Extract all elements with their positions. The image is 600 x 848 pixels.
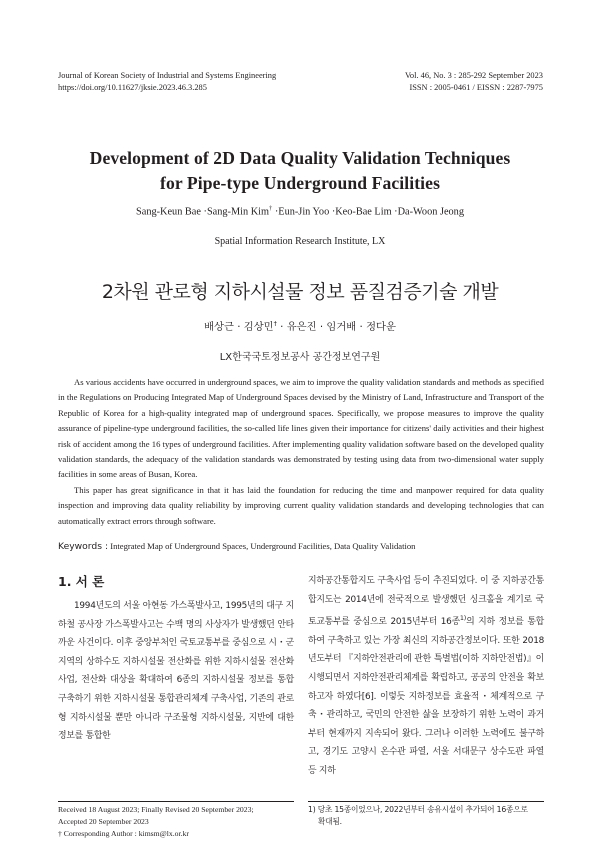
author-name: Keo-Bae Lim — [335, 206, 392, 218]
abstract-paragraph-2: This paper has great significance in that it has laid the foundation for reducing the time and manpower required for data quality inspection and improving data quality reliability by improving current quality validation standards and developing technologies that can automatically extract errors through software. — [58, 484, 544, 526]
running-header-left — [58, 70, 276, 94]
keywords — [58, 541, 544, 552]
author-list-korean — [0, 318, 600, 333]
received-date: Received 18 August 2023; Finally Revised 20 September 2023; — [58, 805, 254, 814]
author-name-korean: 유은진 — [286, 321, 317, 333]
footnote — [308, 804, 544, 828]
body-paragraph — [308, 572, 544, 781]
doi-link[interactable]: https://doi.org/10.11627/jksie.2023.46.3.285 — [58, 83, 207, 92]
author-name-korean: 임거배 — [326, 321, 357, 333]
article-history — [58, 804, 298, 841]
footnote-divider — [58, 801, 294, 802]
author-separator: · — [359, 321, 363, 333]
author-separator: · — [280, 321, 284, 333]
volume-info: Vol. 46, No. 3 : 285-292 September 2023 — [404, 71, 543, 80]
paper-title-line-2: for Pipe-type Underground Facilities — [159, 173, 441, 193]
author-name: Da-Woon Jeong — [397, 206, 464, 218]
abstract — [58, 375, 544, 529]
corresponding-author — [58, 828, 298, 840]
author-name: Sang-Keun Bae — [136, 206, 201, 218]
paper-title-line-1: Development of 2D Data Quality Validation Techniques — [89, 148, 511, 168]
body-text: 지하공간통합지도 구축사업 등이 추진되었다. 이 중 지하공간통합지도는 2014년에 전국적으로 발생했던 싱크홀을 계기로 국토교통부를 중심으로 2015년부터 16종 — [308, 576, 544, 628]
corresponding-author-mark: † — [273, 319, 277, 328]
footnote-reference[interactable]: 1) — [459, 614, 467, 623]
affiliation-korean: LX한국국토정보공사 공간정보연구원 — [219, 352, 381, 363]
paper-title — [0, 146, 600, 196]
author-separator: · — [203, 206, 207, 218]
author-separator: · — [274, 206, 279, 218]
corresponding-author-mark: † — [269, 205, 273, 212]
keywords-text: Integrated Map of Underground Spaces, Underground Facilities, Data Quality Validation — [110, 541, 416, 551]
author-name: Sang-Min Kim — [206, 206, 270, 218]
accepted-date: Accepted 20 September 2023 — [58, 817, 149, 827]
author-separator: · — [394, 206, 398, 218]
author-name-korean: 배상근 — [204, 321, 234, 333]
section-heading: 1. 서 론 — [58, 574, 105, 589]
dagger-icon: † — [58, 829, 62, 839]
issn-info: ISSN : 2005-0461 / EISSN : 2287-7975 — [409, 83, 543, 92]
footnote-text: 당초 15종이었으나, 2022년부터 송유시설이 추가되어 16종으로 — [317, 805, 528, 814]
footnote-divider — [308, 801, 544, 802]
author-name-korean: 김상민 — [243, 321, 274, 333]
author-name-korean: 정다운 — [366, 321, 396, 333]
author-list — [0, 205, 600, 217]
body-column-right — [308, 572, 544, 781]
author-separator: · — [331, 206, 336, 218]
author-separator: · — [319, 321, 324, 333]
footnote-line — [308, 804, 544, 816]
footnote-number: 1) — [308, 805, 316, 814]
body-paragraph: 1994년도의 서울 아현동 가스폭발사고, 1995년의 대구 지하철 공사장 가스폭발사고는 수백 명의 사상자가 발생했던 안타까운 사건이다. 이후 중앙부처인 국토교통부를 중심으로 시・군 지역의 상하수도 지하시설물 전산화를 위한 지하시설물 전산화 사업, 전산화 대상을 확대하여 6종의 지하시설물 정보를 통합 구축하기 위한 지하시설물 통합관리체계 구축사업, 기존의 관로형 지하시설물 뿐만 아니라 구조물형 지하시설물, 지반에 대한 정보를 통합한 — [58, 601, 294, 742]
body-column-left — [58, 597, 294, 746]
keywords-label: Keywords : — [58, 541, 109, 552]
author-name: Eun-Jin Yoo — [278, 206, 330, 218]
journal-name: Journal of Korean Society of Industrial and Systems Engineering — [58, 71, 277, 80]
affiliation: Spatial Information Research Institute, LX — [214, 236, 386, 247]
abstract-paragraph-1: As various accidents have occurred in underground spaces, we aim to improve the quality validation standards and methods as specified in the Regulations on Producing Integrated Map of Underground Spaces devised by the Ministry of Land, Infrastructure and Transport of the Republic of Korea for a high-quality integrated map of underground spaces. Specifically, we propose measures to improve the quality assurance of pipeline-type underground facilities, the so-called life lines given their importance for citizens' daily activities and their highest risk of accident among the 16 types of underground facilities. After implementing quality validation software based on the developed quality validation standards, the adequacy of the validation standards was demonstrated by testing using data from two-dimensional water supply facilities in some areas of Busan, Korea. — [58, 377, 544, 480]
corresponding-author-text: Corresponding Author : kimsm@lx.or.kr — [63, 829, 189, 839]
body-text: 의 지하 정보를 통합하여 구축하고 있는 가장 최신의 지하공간정보이다. 또한 2018년도부터 『지하안전관리에 관한 특별법(이하 지하안전법)』이 시행되면서 지하안전관리체계를 확립하고, 공공의 안전을 확보하고자 하였다[6]. 이렇듯 지하정보를 효율적・체계적으로 구축・관리하고, 국민의 안전한 삶을 보장하기 위한 노력이 과거부터 현재까지 지속되어 왔다. 그러나 이러한 노력에도 불구하고, 경기도 고양시 온수관 파열, 서울 서대문구 상수도관 파열 등 지하 — [308, 617, 544, 776]
author-separator: · — [237, 321, 241, 333]
footnote-text: 확대됨. — [318, 817, 342, 827]
paper-title-korean: 2차원 관로형 지하시설물 정보 품질검증기술 개발 — [101, 281, 499, 303]
running-header-right — [405, 70, 543, 94]
